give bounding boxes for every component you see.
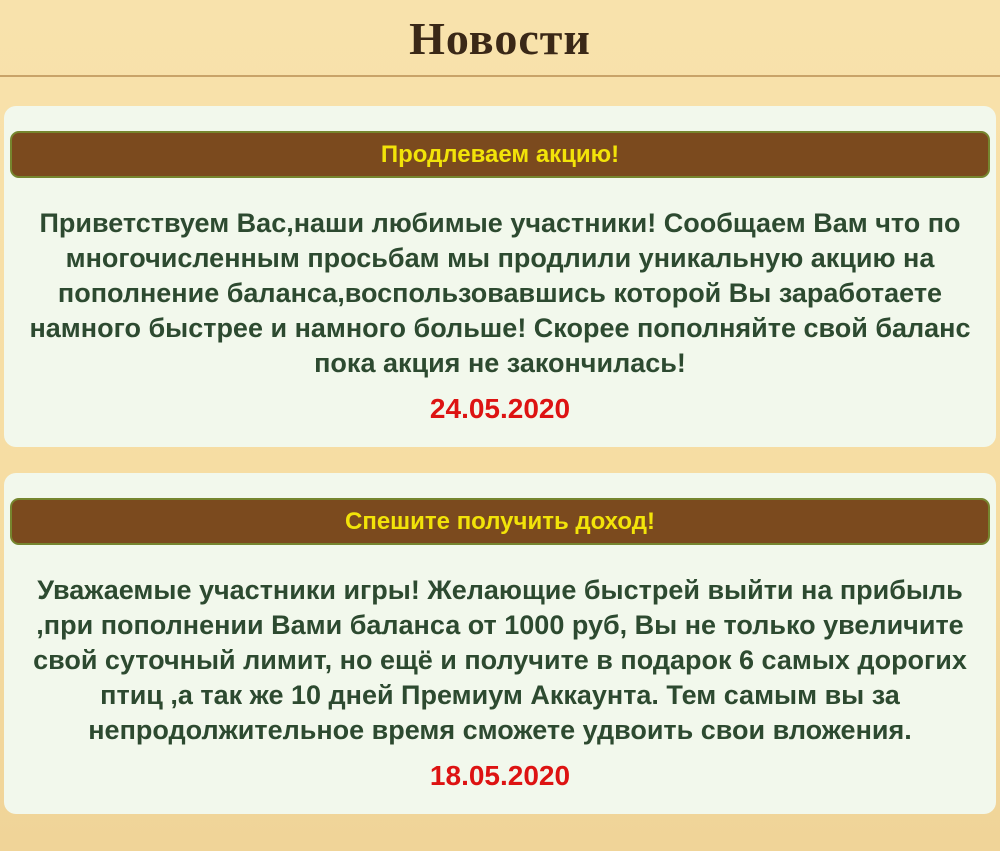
news-card-body: Уважаемые участники игры! Желающие быстрей выйти на прибыль ,при пополнении Вами баланса от 1000 руб, Вы не только увеличите свой суточный лимит, но ещё и получите в подарок 6 самых дорогих птиц ,а так же 10 дней Премиум Аккаунта. Тем самым вы за непродолжительное время сможете удвоить свои вложения. — [33, 575, 967, 745]
news-card-body: Приветствуем Вас,наши любимые участники! Сообщаем Вам что по многочисленным просьбам мы продлили уникальную акцию на пополнение баланса,воспользовавшись которой Вы заработаете намного быстрее и намного больше! Скорее пополняйте свой баланс пока акция не закончилась! — [29, 208, 971, 378]
news-card-title: Спешите получить доход! — [344, 508, 656, 535]
page-header — [0, 0, 1000, 77]
page-title: Новости — [409, 13, 591, 64]
news-card-titlebar — [10, 498, 990, 545]
news-card-date: 18.05.2020 — [429, 760, 571, 791]
news-card-date: 24.05.2020 — [429, 393, 571, 424]
news-card — [4, 473, 996, 814]
news-card-title: Продлеваем акцию! — [380, 141, 620, 168]
news-card — [4, 106, 996, 447]
news-card-titlebar — [10, 131, 990, 178]
